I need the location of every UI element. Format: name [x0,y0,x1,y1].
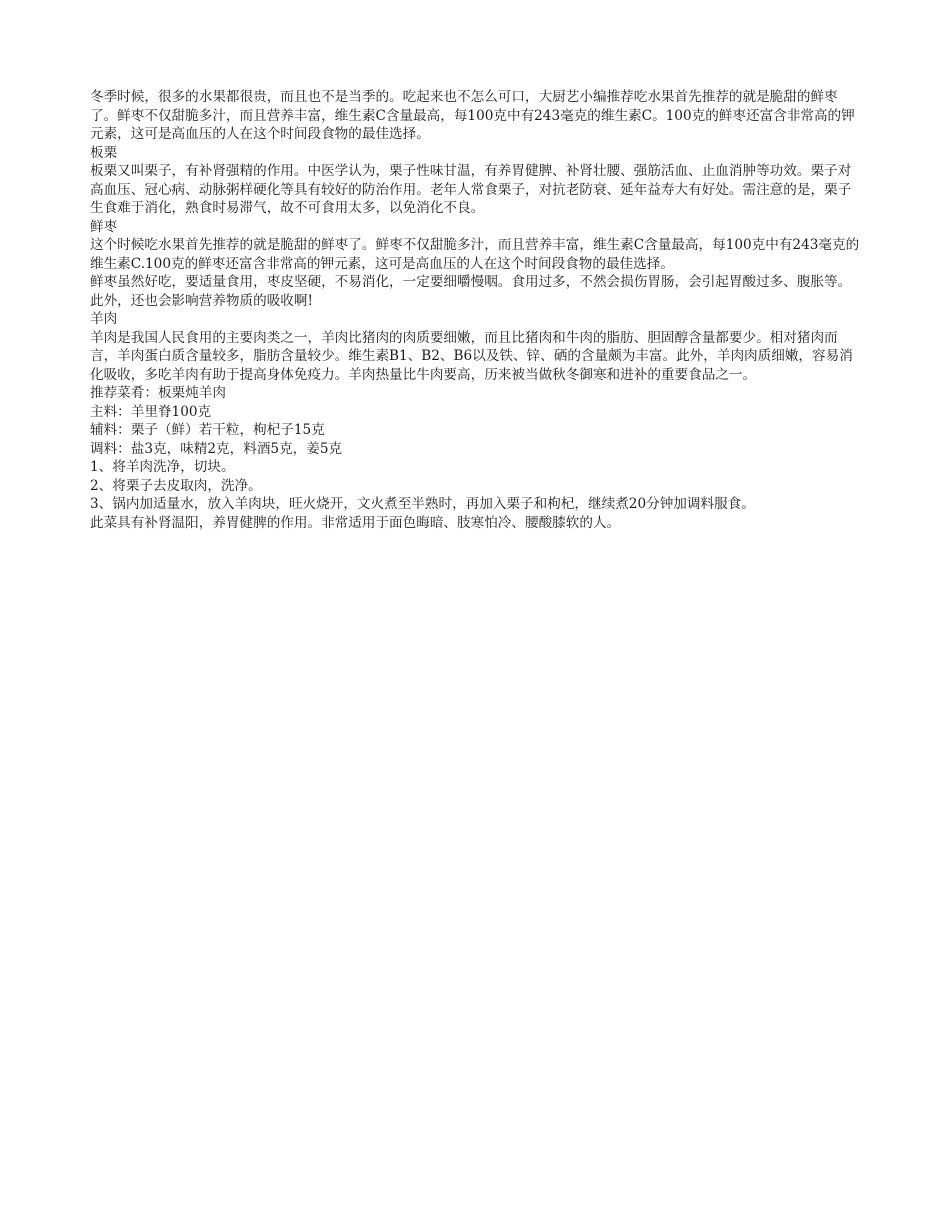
recipe-step-2: 2、将栗子去皮取肉，洗净。 [90,477,262,494]
heading-chestnut: 板栗 [90,144,118,161]
recipe-title: 推荐菜肴：板栗炖羊肉 [90,385,226,401]
chestnut-paragraph: 板栗又叫栗子，有补肾强精的作用。中医学认为，栗子性味甘温，有养胃健脾、补肾壮腰、强筋活血、止血消肿等功效。栗子对高血压、冠心病、动脉粥样硬化等具有较好的防治作用。老年人常食栗子，对抗老防衰、延年益寿大有好处。需注意的是，栗子生食难于消化，熟食时易滞气，故不可食用太多，以免消化不良。 [90,163,852,216]
recipe-step-1: 1、将羊肉洗净，切块。 [90,459,235,475]
recipe-main-ingredient: 主料：羊里脊100克 [90,403,212,420]
recipe-step-3: 3、锅内加适量水，放入羊肉块，旺火烧开，文火煮至半熟时，再加入栗子和枸杞，继续煮20分钟加调料服食。 [90,496,755,512]
jujube-paragraph: 这个时候吃水果首先推荐的就是脆甜的鲜枣了。鲜枣不仅甜脆多汁，而且营养丰富，维生素C含量最高，每100克中有243毫克的维生素C.100克的鲜枣还富含非常高的钾元素，这可是高血压的人在这个时间段食物的最佳选择。 [90,237,860,272]
jujube-note-paragraph: 鲜枣虽然好吃，要适量食用，枣皮坚硬，不易消化，一定要细嚼慢咽。食用过多，不然会损伤胃肠，会引起胃酸过多、腹胀等。此外，还也会影响营养物质的吸收啊! [90,274,852,309]
heading-jujube: 鲜枣 [90,218,118,235]
document-body [90,88,860,532]
mutton-paragraph: 羊肉是我国人民食用的主要肉类之一，羊肉比猪肉的肉质要细嫩，而且比猪肉和牛肉的脂肪、胆固醇含量都要少。相对猪肉而言，羊肉蛋白质含量较多，脂肪含量较少。维生素B1、B2、B6以及铁、锌、硒的含量颇为丰富。此外，羊肉肉质细嫩，容易消化吸收，多吃羊肉有助于提高身体免疫力。羊肉热量比牛肉要高，历来被当做秋冬御寒和进补的重要食品之一。 [90,329,853,383]
recipe-side-ingredients: 辅料：栗子（鲜）若干粒，枸杞子15克 [90,422,325,438]
intro-paragraph: 冬季时候，很多的水果都很贵，而且也不是当季的。吃起来也不怎么可口，大厨艺小编推荐吃水果首先推荐的就是脆甜的鲜枣了。鲜枣不仅甜脆多汁，而且营养丰富，维生素C含量最高，每100克中有243毫克的维生素C。100克的鲜枣还富含非常高的钾元素，这可是高血压的人在这个时间段食物的最佳选择。 [90,89,855,142]
recipe-benefit: 此菜具有补肾温阳，养胃健脾的作用。非常适用于面色晦暗、肢寒怕冷、腰酸膝软的人。 [90,514,621,531]
recipe-seasonings: 调料：盐3克，味精2克，料酒5克，姜5克 [90,440,343,457]
heading-mutton: 羊肉 [90,311,118,327]
